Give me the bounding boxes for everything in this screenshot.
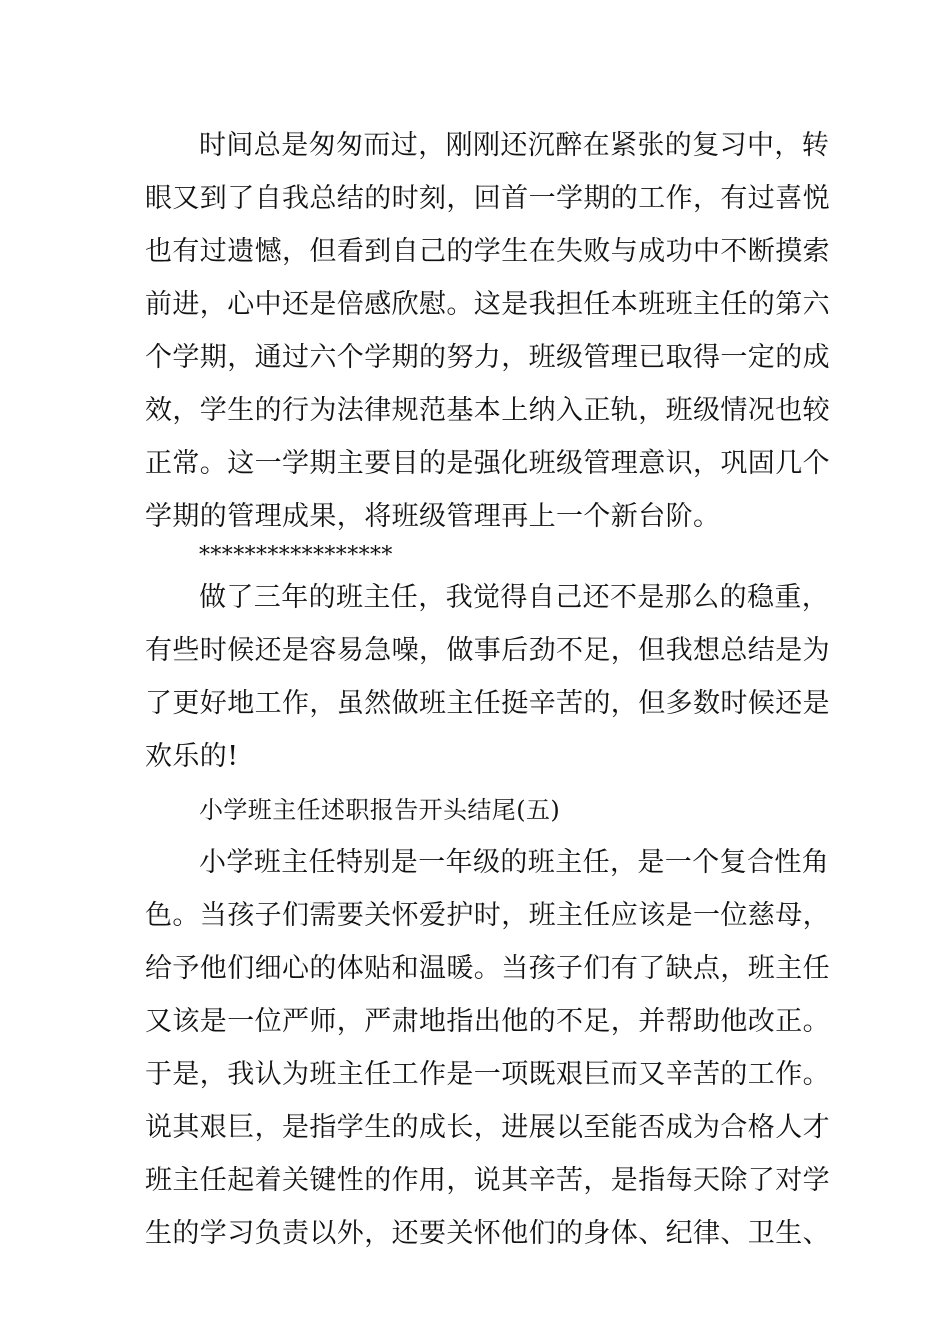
paragraph-1-line-4: 前进，心中还是倍感欣慰。这是我担任本班班主任的第六 (145, 289, 830, 320)
paragraph-1-line-7: 正常。这一学期主要目的是强化班级管理意识，巩固几个 (145, 448, 830, 479)
paragraph-3-line-3: 给予他们细心的体贴和温暖。当孩子们有了缺点，班主任 (145, 953, 830, 984)
paragraph-2-line-1: 做了三年的班主任，我觉得自己还不是那么的稳重， (199, 582, 830, 613)
paragraph-2-line-4: 欢乐的! (145, 741, 239, 772)
paragraph-3-line-8: 生的学习负责以外，还要关怀他们的身体、纪律、卫生、 (145, 1218, 830, 1249)
separator-line: ***************** (199, 543, 393, 568)
paragraph-1-line-5: 个学期，通过六个学期的努力，班级管理已取得一定的成 (145, 342, 830, 373)
paragraph-2-line-2: 有些时候还是容易急噪，做事后劲不足，但我想总结是为 (145, 635, 830, 666)
paragraph-3-line-2: 色。当孩子们需要关怀爱护时，班主任应该是一位慈母， (145, 900, 830, 931)
paragraph-1-line-3: 也有过遗憾，但看到自己的学生在失败与成功中不断摸索 (145, 236, 830, 267)
paragraph-1-line-8: 学期的管理成果，将班级管理再上一个新台阶。 (145, 501, 721, 532)
paragraph-3-line-5: 于是，我认为班主任工作是一项既艰巨而又辛苦的工作。 (145, 1059, 830, 1090)
paragraph-1-line-6: 效，学生的行为法律规范基本上纳入正轨，班级情况也较 (145, 395, 830, 426)
paragraph-3-line-1: 小学班主任特别是一年级的班主任，是一个复合性角 (199, 847, 830, 878)
paragraph-1-line-2: 眼又到了自我总结的时刻，回首一学期的工作，有过喜悦 (145, 183, 830, 214)
section-title: 小学班主任述职报告开头结尾(五) (199, 796, 561, 824)
paragraph-3-line-4: 又该是一位严师，严肃地指出他的不足，并帮助他改正。 (145, 1006, 830, 1037)
paragraph-1-line-1: 时间总是匆匆而过，刚刚还沉醉在紧张的复习中，转 (199, 130, 830, 161)
paragraph-3-line-7: 班主任起着关键性的作用，说其辛苦，是指每天除了对学 (145, 1165, 830, 1196)
paragraph-2-line-3: 了更好地工作，虽然做班主任挺辛苦的，但多数时候还是 (145, 688, 830, 719)
paragraph-3-line-6: 说其艰巨，是指学生的成长，进展以至能否成为合格人才 (145, 1112, 830, 1143)
